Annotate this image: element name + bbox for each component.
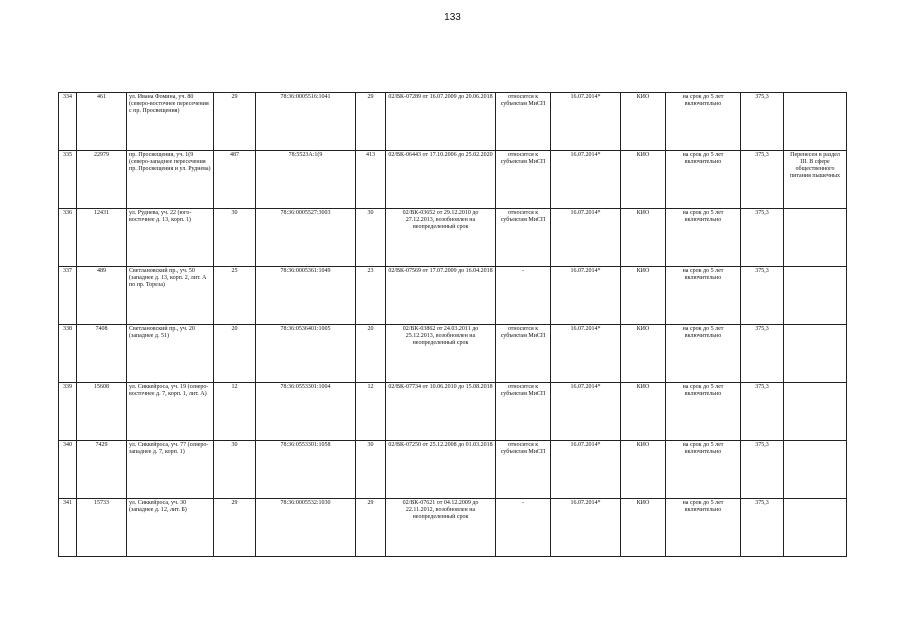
authority-cell: КИО [621, 383, 666, 441]
relation-cell: относится к субъектам МиСП [496, 325, 551, 383]
cadastral-number-cell: 78:36:0553301:1058 [256, 441, 356, 499]
cadastral-number-cell: 78:36:0005532:1030 [256, 499, 356, 557]
row-number-cell: 335 [59, 151, 77, 209]
relation-cell: - [496, 499, 551, 557]
area-cell: 29 [214, 499, 256, 557]
relation-cell: относится к субъектам МиСП [496, 151, 551, 209]
rate-cell: 375,3 [741, 267, 784, 325]
relation-cell: относится к субъектам МиСП [496, 93, 551, 151]
address-cell: Светлановский пр., уч. 50 (западнее д. 13, корп. 2, лит. А по пр. Тореза) [127, 267, 214, 325]
date-cell: 16.07.2014* [551, 441, 621, 499]
area-cell: 30 [214, 209, 256, 267]
row-number-cell: 340 [59, 441, 77, 499]
table-row [59, 209, 847, 267]
authority-cell: КИО [621, 151, 666, 209]
address-cell: ул. Ивана Фомина, уч. 80 (северо-восточнее пересечения с пр. Просвещения) [127, 93, 214, 151]
address-cell: ул. Сиккейроса, уч. 19 (северо-восточнее д. 7, корп. 1, лит. А) [127, 383, 214, 441]
term-cell: на срок до 5 лет включительно [666, 151, 741, 209]
authority-cell: КИО [621, 441, 666, 499]
page-number: 133 [444, 12, 461, 23]
area-actual-cell: 30 [356, 441, 386, 499]
address-cell: ул. Сиккейроса, уч. 77 (северо-западнее д. 7, корп. 1) [127, 441, 214, 499]
area-cell: 20 [214, 325, 256, 383]
cadastral-number-cell: 78:36:0536401:1005 [256, 325, 356, 383]
relation-cell: относится к субъектам МиСП [496, 383, 551, 441]
authority-cell: КИО [621, 499, 666, 557]
area-cell: 12 [214, 383, 256, 441]
object-id-cell: 12431 [77, 209, 127, 267]
rate-cell: 375,3 [741, 151, 784, 209]
rate-cell: 375,3 [741, 93, 784, 151]
term-cell: на срок до 5 лет включительно [666, 441, 741, 499]
rate-cell: 375,3 [741, 325, 784, 383]
relation-cell: - [496, 267, 551, 325]
permit-cell: 02/ВК-06443 от 17.10.2006 до 25.02.2020 [386, 151, 496, 209]
note-cell [784, 209, 847, 267]
row-number-cell: 337 [59, 267, 77, 325]
note-cell: Перенесен в раздел III. В сфере общественного питания пышечных [784, 151, 847, 209]
note-cell [784, 383, 847, 441]
authority-cell: КИО [621, 325, 666, 383]
permit-cell: 02/ВК-07621 от 04.12.2009 до 22.11.2012, возобновлен на неопределенный срок [386, 499, 496, 557]
area-actual-cell: 12 [356, 383, 386, 441]
area-actual-cell: 413 [356, 151, 386, 209]
note-cell [784, 325, 847, 383]
row-number-cell: 338 [59, 325, 77, 383]
date-cell: 16.07.2014* [551, 325, 621, 383]
authority-cell: КИО [621, 93, 666, 151]
permit-cell: 02/ВК-07569 от 17.07.2009 до 16.04.2018 [386, 267, 496, 325]
object-id-cell: 22979 [77, 151, 127, 209]
term-cell: на срок до 5 лет включительно [666, 499, 741, 557]
permit-cell: 02/ВК-07289 от 16.07.2009 до 20.06.2018 [386, 93, 496, 151]
row-number-cell: 341 [59, 499, 77, 557]
table-row [59, 383, 847, 441]
table-row [59, 93, 847, 151]
row-number-cell: 336 [59, 209, 77, 267]
table-row [59, 441, 847, 499]
date-cell: 16.07.2014* [551, 499, 621, 557]
date-cell: 16.07.2014* [551, 209, 621, 267]
cadastral-number-cell: 78:36:0553301:1004 [256, 383, 356, 441]
object-id-cell: 7429 [77, 441, 127, 499]
term-cell: на срок до 5 лет включительно [666, 93, 741, 151]
authority-cell: КИО [621, 267, 666, 325]
cadastral-number-cell: 78:36:0005516:1041 [256, 93, 356, 151]
object-id-cell: 15608 [77, 383, 127, 441]
area-cell: 30 [214, 441, 256, 499]
row-number-cell: 339 [59, 383, 77, 441]
object-id-cell: 489 [77, 267, 127, 325]
area-cell: 25 [214, 267, 256, 325]
registry-table [58, 92, 847, 557]
rate-cell: 375,3 [741, 209, 784, 267]
term-cell: на срок до 5 лет включительно [666, 383, 741, 441]
address-cell: ул. Руднева, уч. 22 (юго-восточнее д. 13, корп. 1) [127, 209, 214, 267]
area-actual-cell: 29 [356, 499, 386, 557]
date-cell: 16.07.2014* [551, 93, 621, 151]
relation-cell: относится к субъектам МиСП [496, 441, 551, 499]
table-row [59, 267, 847, 325]
note-cell [784, 93, 847, 151]
area-actual-cell: 20 [356, 325, 386, 383]
date-cell: 16.07.2014* [551, 383, 621, 441]
rate-cell: 375,3 [741, 499, 784, 557]
area-cell: 487 [214, 151, 256, 209]
table-row [59, 151, 847, 209]
rate-cell: 375,3 [741, 383, 784, 441]
object-id-cell: 7408 [77, 325, 127, 383]
cadastral-number-cell: 78:36:0005361:1049 [256, 267, 356, 325]
permit-cell: 02/ВК-07250 от 25.12.2008 до 01.03.2018 [386, 441, 496, 499]
date-cell: 16.07.2014* [551, 267, 621, 325]
permit-cell: 02/ВК-03652 от 29.12.2010 до 27.12.2013, возобновлен на неопределенный срок [386, 209, 496, 267]
area-actual-cell: 30 [356, 209, 386, 267]
row-number-cell: 334 [59, 93, 77, 151]
table-row [59, 499, 847, 557]
note-cell [784, 441, 847, 499]
relation-cell: относится к субъектам МиСП [496, 209, 551, 267]
term-cell: на срок до 5 лет включительно [666, 325, 741, 383]
object-id-cell: 15733 [77, 499, 127, 557]
registry-table-body [59, 93, 847, 557]
area-actual-cell: 23 [356, 267, 386, 325]
table-row [59, 325, 847, 383]
address-cell: пр. Просвещения, уч. 1(9 (северо-западнее пересечения пр. Просвещения и ул. Руднева) [127, 151, 214, 209]
cadastral-number-cell: 78:5523А:1(9 [256, 151, 356, 209]
area-cell: 29 [214, 93, 256, 151]
permit-cell: 02/ВК-07734 от 10.06.2010 до 15.08.2018 [386, 383, 496, 441]
note-cell [784, 267, 847, 325]
rate-cell: 375,3 [741, 441, 784, 499]
term-cell: на срок до 5 лет включительно [666, 267, 741, 325]
area-actual-cell: 29 [356, 93, 386, 151]
address-cell: Светлановский пр., уч. 20 (западнее д. 51) [127, 325, 214, 383]
object-id-cell: 461 [77, 93, 127, 151]
note-cell [784, 499, 847, 557]
permit-cell: 02/ВК-03862 от 24.03.2011 до 25.12.2013, возобновлен на неопределенный срок [386, 325, 496, 383]
date-cell: 16.07.2014* [551, 151, 621, 209]
term-cell: на срок до 5 лет включительно [666, 209, 741, 267]
cadastral-number-cell: 78:36:0005527:3003 [256, 209, 356, 267]
address-cell: ул. Сиккейроса, уч. 30 (западнее д. 12, лит. Б) [127, 499, 214, 557]
authority-cell: КИО [621, 209, 666, 267]
